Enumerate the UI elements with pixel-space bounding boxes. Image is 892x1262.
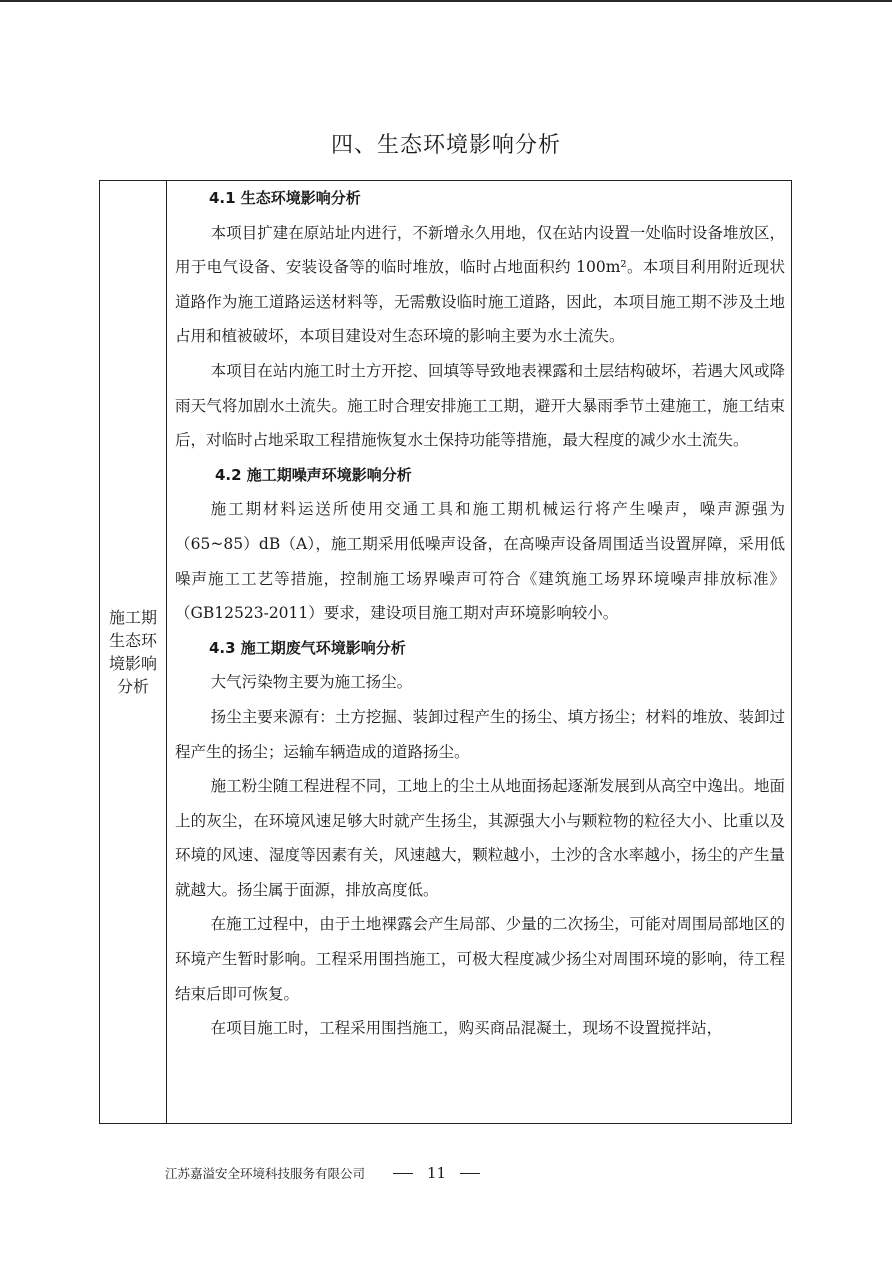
paragraph: 本项目扩建在原站址内进行，不新增永久用地，仅在站内设置一处临时设备堆放区，用于电气设备、安装设备等的临时堆放，临时占地面积约 100m²。本项目利用附近现状道路作为施工道路运送材料等，无需敷设临时施工道路，因此，本项目施工期不涉及土地占用和植被破坏，本项目建设对生态环境的影响主要为水土流失。 [175,223,785,346]
page-title: 四、生态环境影响分析 [330,133,561,158]
paragraph: 在施工过程中，由于土地裸露会产生局部、少量的二次扬尘，可能对周围局部地区的环境产生暂时影响。工程采用围挡施工，可极大程度减少扬尘对周围环境的影响，待工程结束后即可恢复。 [175,915,785,1003]
page-number: 11 [427,1164,447,1182]
column-divider [166,181,167,1123]
table-left-cell [100,181,166,1123]
footer-company: 江苏嘉溢安全环境科技服务有限公司 [165,1166,366,1181]
top-border-line [0,0,892,2]
section-heading-4-3: 4.3 施工期废气环境影响分析 [209,638,406,657]
footer-dash [393,1173,413,1174]
paragraph: 本项目在站内施工时土方开挖、回填等导致地表裸露和土层结构破坏，若遇大风或降雨天气将加剧水土流失。施工时合理安排施工工期，避开大暴雨季节土建施工，施工结束后，对临时占地采取工程措施恢复水土保持功能等措施，最大程度的减少水土流失。 [175,361,785,450]
page-footer [165,1164,765,1182]
table-content-cell [175,181,785,1046]
paragraph: 扬尘主要来源有：土方挖掘、装卸过程产生的扬尘、填方扬尘；材料的堆放、装卸过程产生的扬尘；运输车辆造成的道路扬尘。 [175,707,785,761]
paragraph: 施工期材料运送所使用交通工具和施工期机械运行将产生噪声，噪声源强为（65~85）dB（A），施工期采用低噪声设备，在高噪声设备周围适当设置屏障，采用低噪声施工工艺等措施，控制施工场界噪声可符合《建筑施工场界环境噪声排放标准》（GB12523-2011）要求，建设项目施工期对声环境影响较小。 [175,500,785,623]
section-heading-4-2: 4.2 施工期噪声环境影响分析 [215,465,412,484]
section-heading-4-1: 4.1 生态环境影响分析 [209,189,361,207]
analysis-table [99,180,792,1124]
paragraph: 施工粉尘随工程进程不同，工地上的尘土从地面扬起逐渐发展到从高空中逸出。地面上的灰尘，在环境风速足够大时就产生扬尘，其源强大小与颗粒物的粒径大小、比重以及环境的风速、湿度等因素有关，风速越大，颗粒越小，土沙的含水率越小，扬尘的产生量就越大。扬尘属于面源，排放高度低。 [175,777,785,899]
paragraph: 大气污染物主要为施工扬尘。 [210,673,413,692]
footer-dash [460,1173,480,1174]
paragraph: 在项目施工时，工程采用围挡施工，购买商品混凝土，现场不设置搅拌站， [210,1019,723,1038]
row-label: 施工期生态环境影响分析 [108,608,157,696]
